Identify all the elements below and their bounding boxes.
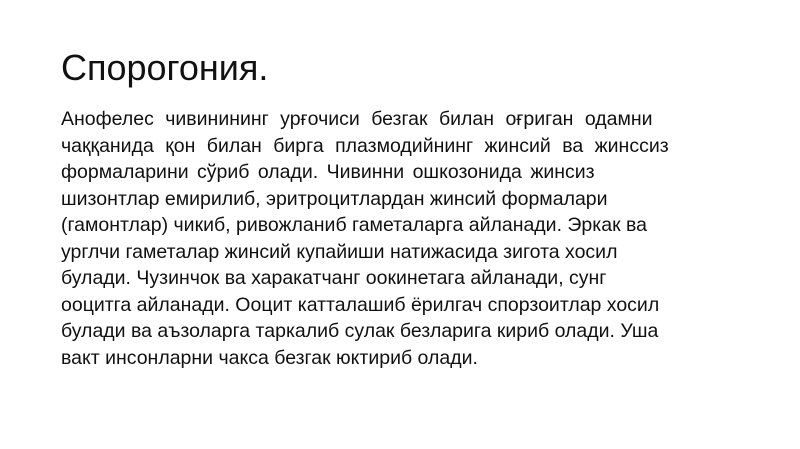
body-line-10: вакт инсонларни чакса безгак юктириб олади. [61,346,478,369]
slide-title: Спорогония. [61,47,269,88]
body-line-2: чаққанида қон билан бирга плазмодийнинг жинсий ва жинссиз [61,134,669,157]
body-line-7: булади. Чузинчок ва харакатчанг оокинетага айланади, сунг [61,267,607,289]
body-line-8: ооцитга айланади. Ооцит катталашиб ёрилгач спорзоитлар хосил [61,293,660,316]
body-line-1: Анофелес чивинининг урғочиси безгак билан оғриган одамни [61,108,653,130]
body-line-4: шизонтлар емирилиб, эритроцитлардан жинсий формалари [61,187,608,210]
body-line-9: булади ва аъзоларга таркалиб сулак безларига кириб олади. Уша [61,320,659,342]
body-line-5: (гамонтлар) чикиб, ривожланиб гаметаларга айланади. Эркак ва [61,214,648,236]
body-line-6: урглчи гаметалар жинсий купайиши натижасида зигота хосил [61,240,618,263]
body-line-3: формаларини сўриб олади. Чивинни ошкозонида жинсиз [61,161,595,183]
slide-body [61,106,761,371]
